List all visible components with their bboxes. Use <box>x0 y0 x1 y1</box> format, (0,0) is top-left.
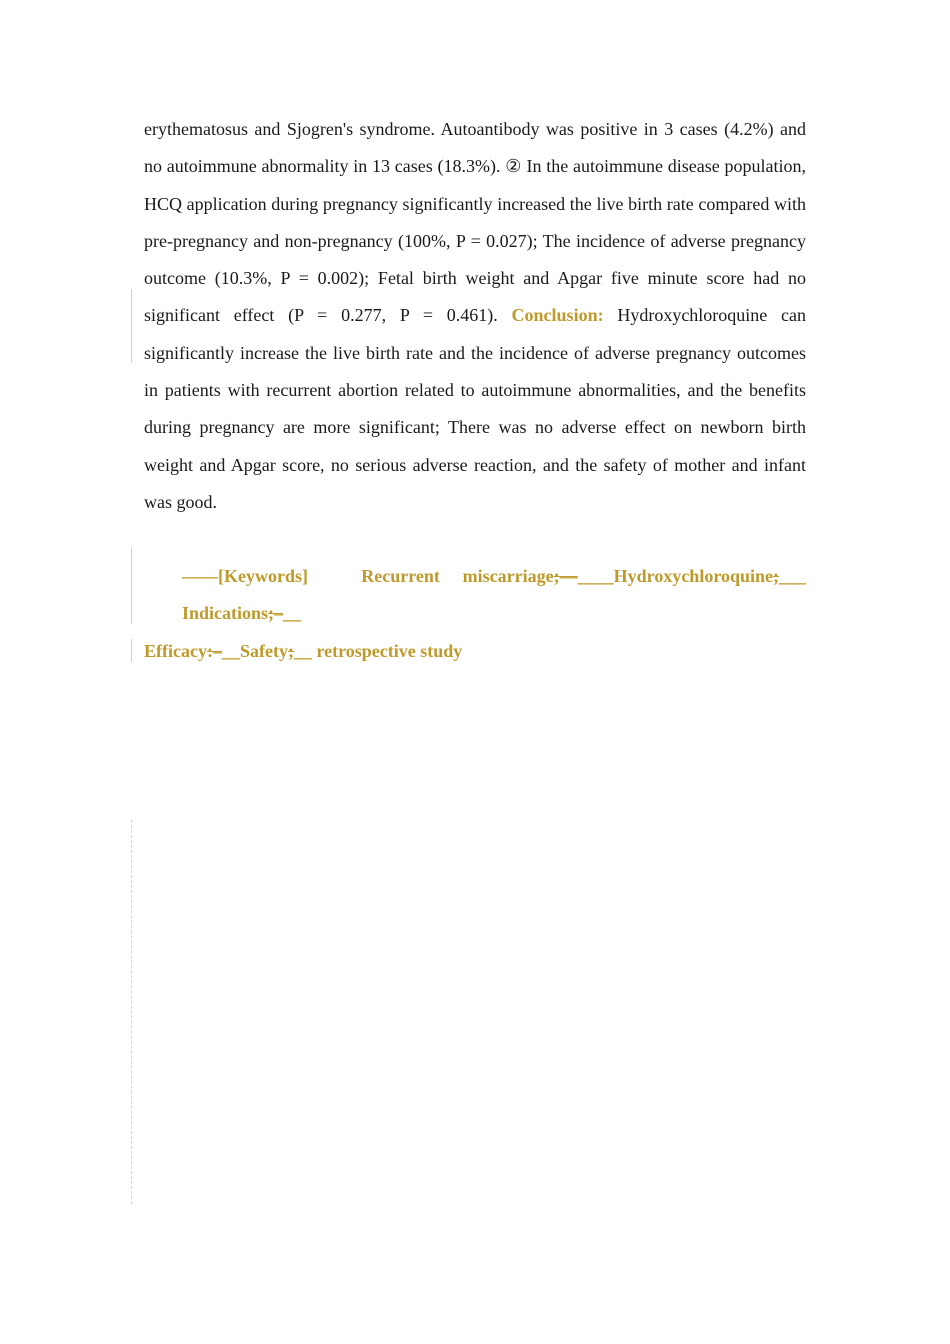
conclusion-label: Conclusion: <box>511 305 604 326</box>
keyword-retrospective-study: retrospective study <box>311 641 463 661</box>
abstract-conclusion-text: Hydroxychloroquine can significantly increase the live birth rate and the incidence of adverse pregnancy outcomes in patients with recurrent abortion related to autoimmune abnormalities, and the benefits during pregnancy are more significant; There was no adverse effect on newborn birth weight and Apgar score, no serious adverse reaction, and the safety of mother and infant was good. <box>144 305 807 512</box>
change-bar <box>131 548 132 624</box>
change-bar <box>131 820 132 1204</box>
change-bar <box>131 289 132 363</box>
keyword-indications: Indications <box>182 603 269 623</box>
keywords-label: ——[Keywords] <box>182 566 308 586</box>
abstract-results-text: erythematosus and Sjogren's syndrome. Autoantibody was positive in 3 cases (4.2%) and no autoimmune abnormality in 13 cases (18.3%). ② In the autoimmune disease population, HCQ application during pregnancy significantly increased the live birth rate compared with pre-pregnancy and non-pregnancy (100%, P = 0.027); The incidence of adverse pregnancy outcome (10.3%, P = 0.002); Fetal birth weight and Apgar five minute score had no significant effect (P = 0.277, P = 0.461). <box>144 119 806 326</box>
change-bar <box>131 639 132 662</box>
deleted-text: ;– <box>268 603 284 623</box>
keywords-line: Efficacy:–__Safety;__ retrospective study <box>144 641 463 661</box>
deleted-text: :– <box>206 641 222 661</box>
keyword-hydroxychloroquine: Hydroxychloroquine <box>613 566 774 586</box>
keyword-recurrent-miscarriage: Recurrent miscarriage <box>361 566 554 586</box>
keyword-efficacy: Efficacy <box>144 641 207 661</box>
deleted-text: ;— <box>553 566 578 586</box>
deleted-text: ; <box>287 641 294 661</box>
keyword-safety: Safety <box>239 641 288 661</box>
keywords-line: ——[Keywords] Recurrent miscarriage;—____Hydroxychloroquine;___ Indications;–__ <box>182 566 807 623</box>
deleted-text: ; <box>773 566 780 586</box>
keywords-block <box>144 558 806 671</box>
abstract-body <box>144 111 806 521</box>
